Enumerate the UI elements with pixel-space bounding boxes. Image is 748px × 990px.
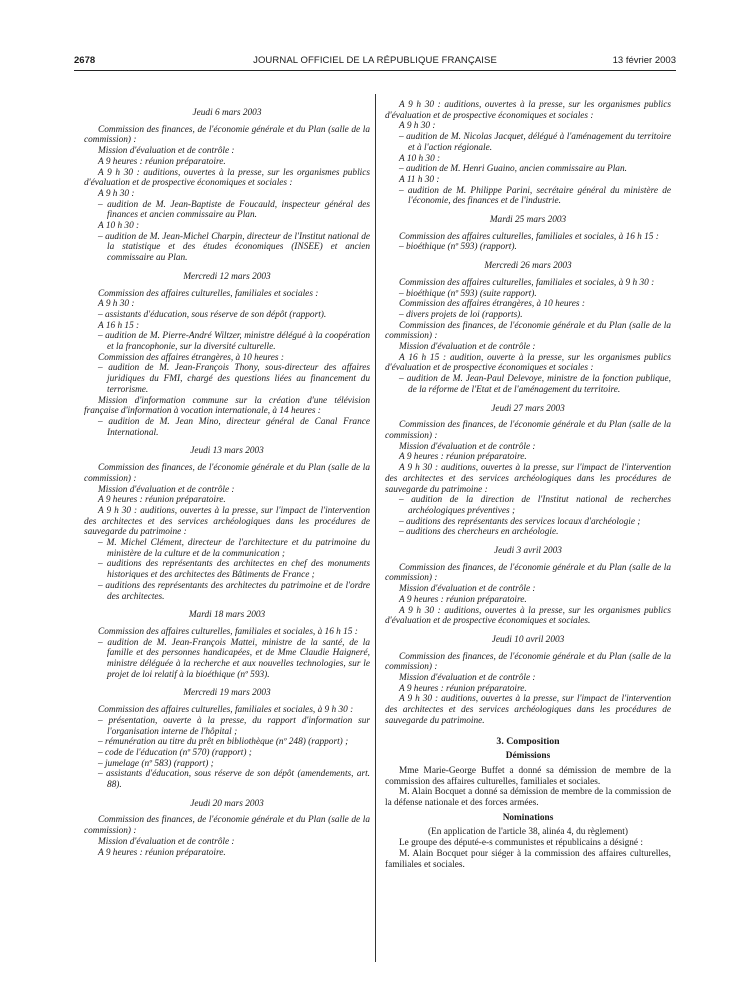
agenda-line: A 9 h 30 : auditions, ouvertes à la presse, sur l'impact de l'intervention des architectes et des services archéologiques dans les procédures de sauvegarde du patrimoine :: [84, 505, 370, 538]
agenda-item: – auditions des représentants des services locaux d'archéologie ;: [399, 516, 641, 527]
subsection-heading: Démissions: [505, 751, 551, 762]
agenda-line: Commission des affaires culturelles, familiales et sociales, à 9 h 30 :: [399, 277, 655, 288]
agenda-item: – M. Michel Clément, directeur de l'architecture et du patrimoine du ministère de la culture et de la communication ;: [98, 538, 370, 559]
agenda-item: – auditions des chercheurs en archéologie.: [399, 527, 559, 538]
agenda-item: – assistants d'éducation, sous réserve de son dépôt (amendements, art. 88).: [98, 769, 370, 791]
agenda-item: – code de l'éducation (nº 570) (rapport) ;: [98, 747, 252, 758]
agenda-item: – bioéthique (nº 593) (rapport).: [399, 242, 517, 253]
agenda-line: Mission d'évaluation et de contrôle :: [399, 441, 536, 452]
centered-note: (En application de l'article 38, alinéa 4, du règlement): [428, 827, 628, 838]
subsection-heading: Nominations: [502, 812, 554, 823]
agenda-item: – audition de M. Jean-Baptiste de Foucauld, inspecteur général des finances et ancien commissaire au Plan.: [98, 199, 370, 221]
agenda-line: A 9 heures : réunion préparatoire.: [399, 594, 527, 605]
session-date-heading: Jeudi 10 avril 2003: [491, 634, 565, 645]
session-date-heading: Mercredi 26 mars 2003: [484, 261, 572, 272]
agenda-item: – audition de M. Philippe Parini, secrétaire général du ministère de l'économie, des finances et de l'industrie.: [399, 185, 671, 207]
agenda-item: – auditions des représentants des architectes en chef des monuments historiques et des architectes des Bâtiments de France ;: [98, 559, 370, 581]
time-slot: A 9 h 30 :: [98, 188, 135, 199]
session-date-heading: Jeudi 3 avril 2003: [494, 546, 562, 557]
agenda-line: A 9 heures : réunion préparatoire.: [98, 847, 226, 858]
time-slot: A 10 h 30 :: [98, 221, 140, 232]
agenda-item: – audition de M. Pierre-André Wiltzer, ministre délégué à la coopération et la francophonie, sur la diversité culturelle.: [98, 331, 370, 353]
session-date-heading: Jeudi 20 mars 2003: [190, 798, 264, 809]
agenda-line: Mission d'évaluation et de contrôle :: [98, 146, 235, 157]
page-header: [74, 55, 676, 69]
agenda-line: A 9 h 30 : auditions, ouvertes à la presse, sur les organismes publics d'évaluation et de prospective économiques et sociales.: [385, 605, 671, 627]
body-paragraph: Mme Marie-George Buffet a donné sa démission de membre de la commission des affaires culturelles, familiales et sociales.: [385, 765, 671, 787]
session-date-heading: Mercredi 19 mars 2003: [183, 688, 271, 699]
header-rule: [74, 70, 676, 71]
journal-title: JOURNAL OFFICIEL DE LA RÉPUBLIQUE FRANÇAISE: [253, 55, 497, 66]
agenda-line: A 9 heures : réunion préparatoire.: [399, 452, 527, 463]
agenda-line: Commission des affaires culturelles, familiales et sociales, à 16 h 15 :: [98, 626, 358, 637]
agenda-line: Mission d'évaluation et de contrôle :: [98, 484, 235, 495]
agenda-line: A 9 h 30 : auditions, ouvertes à la presse, sur les organismes publics d'évaluation et de prospective économiques et sociales :: [385, 100, 671, 121]
session-date-heading: Jeudi 27 mars 2003: [491, 403, 565, 414]
agenda-line: Mission d'information commune sur la création d'une télévision française d'information à vocation internationale, à 14 heures :: [84, 395, 370, 417]
session-date-heading: Mercredi 12 mars 2003: [183, 271, 271, 282]
agenda-line: Commission des affaires culturelles, familiales et sociales :: [98, 288, 319, 299]
agenda-item: – audition de M. Jean-Paul Delevoye, ministre de la fonction publique, de la réforme de l'Etat et de l'aménagement du territoire.: [399, 374, 671, 395]
time-slot: A 16 h 15 :: [98, 320, 140, 331]
body-paragraph: M. Alain Bocquet a donné sa démission de membre de la commission de la défense nationale et des forces armées.: [385, 787, 671, 809]
agenda-item: – jumelage (nº 583) (rapport) ;: [98, 758, 214, 769]
agenda-line: A 9 h 30 : auditions, ouvertes à la presse, sur l'impact de l'intervention des architectes et des services archéologiques dans les procédures de sauvegarde du patrimoine :: [385, 463, 671, 495]
agenda-item: – auditions des représentants des architectes du patrimoine et de l'ordre des architectes.: [98, 580, 370, 602]
agenda-item: – audition de M. Henri Guaino, ancien commissaire au Plan.: [399, 164, 627, 175]
agenda-line: Commission des finances, de l'économie générale et du Plan (salle de la commission) :: [385, 420, 671, 441]
agenda-line: A 16 h 15 : audition, ouverte à la presse, sur les organismes publics d'évaluation et de prospective économiques et sociales :: [385, 352, 671, 374]
agenda-line: Commission des affaires culturelles, familiales et sociales, à 9 h 30 :: [98, 705, 354, 716]
agenda-item: – audition de M. Jean Mino, directeur général de Canal France International.: [98, 416, 370, 438]
agenda-line: Commission des affaires culturelles, familiales et sociales, à 16 h 15 :: [399, 231, 659, 242]
time-slot: A 10 h 30 :: [399, 153, 441, 164]
body-paragraph: M. Alain Bocquet pour siéger à la commission des affaires culturelles, familiales et sociales.: [385, 848, 671, 870]
agenda-line: A 9 h 30 : auditions, ouvertes à la presse, sur les organismes publics d'évaluation et de prospective économiques et sociales :: [84, 167, 370, 189]
issue-date: 13 février 2003: [612, 55, 676, 66]
agenda-line: Mission d'évaluation et de contrôle :: [399, 342, 536, 353]
agenda-line: A 9 h 30 : auditions, ouvertes à la presse, sur l'impact de l'intervention des architectes et des services archéologiques dans les procédures de sauvegarde du patrimoine.: [385, 694, 671, 726]
agenda-line: Commission des finances, de l'économie générale et du Plan (salle de la commission) :: [385, 320, 671, 342]
time-slot: A 9 h 30 :: [399, 121, 436, 132]
session-date-heading: Mardi 25 mars 2003: [489, 215, 567, 226]
time-slot: A 11 h 30 :: [399, 174, 440, 185]
agenda-item: – présentation, ouverte à la presse, du rapport d'information sur l'organisation interne de l'hôpital ;: [98, 715, 370, 737]
session-date-heading: Mardi 18 mars 2003: [188, 610, 266, 621]
agenda-line: Mission d'évaluation et de contrôle :: [399, 673, 536, 684]
agenda-line: Commission des finances, de l'économie générale et du Plan (salle de la commission) :: [385, 562, 671, 584]
time-slot: A 9 h 30 :: [98, 299, 135, 310]
session-date-heading: Jeudi 6 mars 2003: [192, 108, 262, 118]
agenda-item: – assistants d'éducation, sous réserve de son dépôt (rapport).: [98, 309, 327, 320]
agenda-line: A 9 heures : réunion préparatoire.: [98, 495, 226, 506]
agenda-item: – audition de M. Jean-François Mattei, ministre de la santé, de la famille et des personnes handicapées, et de Mme Claudie Haigneré, ministre déléguée à la recherche et aux nouvelles technologies, sur le projet de loi relatif à la bioéthique (nº 593).: [98, 637, 370, 680]
agenda-line: Commission des affaires étrangères, à 10 heures :: [98, 352, 284, 363]
agenda-line: Commission des finances, de l'économie générale et du Plan (salle de la commission) :: [385, 651, 671, 673]
agenda-line: Mission d'évaluation et de contrôle :: [98, 836, 235, 847]
body-paragraph: Le groupe des député-e-s communistes et républicains a désigné :: [399, 838, 643, 849]
agenda-item: – divers projets de loi (rapports).: [399, 309, 523, 320]
right-column: [385, 100, 671, 870]
session-date-heading: Jeudi 13 mars 2003: [190, 446, 264, 457]
agenda-item: – audition de M. Nicolas Jacquet, délégué à l'aménagement du territoire et à l'action régionale.: [399, 132, 671, 153]
agenda-item: – audition de M. Jean-François Thony, sous-directeur des affaires juridiques du FMI, chargé des questions liées au financement du terrorisme.: [98, 363, 370, 395]
agenda-line: Commission des finances, de l'économie générale et du Plan (salle de la commission) :: [84, 815, 370, 837]
agenda-line: A 9 heures : réunion préparatoire.: [98, 156, 226, 167]
page-number: 2678: [74, 55, 96, 66]
agenda-item: – audition de M. Jean-Michel Charpin, directeur de l'Institut national de la statistique et des études économiques (INSEE) et ancien commissaire au Plan.: [98, 231, 370, 264]
agenda-line: Mission d'évaluation et de contrôle :: [399, 584, 536, 595]
agenda-line: Commission des finances, de l'économie générale et du Plan (salle de la commission) :: [84, 124, 370, 146]
agenda-line: Commission des affaires étrangères, à 10 heures :: [399, 299, 585, 310]
section-heading: 3. Composition: [496, 735, 560, 747]
agenda-line: Commission des finances, de l'économie générale et du Plan (salle de la commission) :: [84, 463, 370, 484]
column-divider: [375, 94, 376, 962]
agenda-item: – rémunération au titre du prêt en bibliothèque (nº 248) (rapport) ;: [98, 737, 349, 748]
agenda-line: A 9 heures : réunion préparatoire.: [399, 683, 527, 694]
agenda-item: – bioéthique (nº 593) (suite rapport).: [399, 288, 537, 299]
left-column: [84, 100, 370, 858]
agenda-item: – audition de la direction de l'Institut national de recherches archéologiques préventives ;: [399, 495, 671, 516]
